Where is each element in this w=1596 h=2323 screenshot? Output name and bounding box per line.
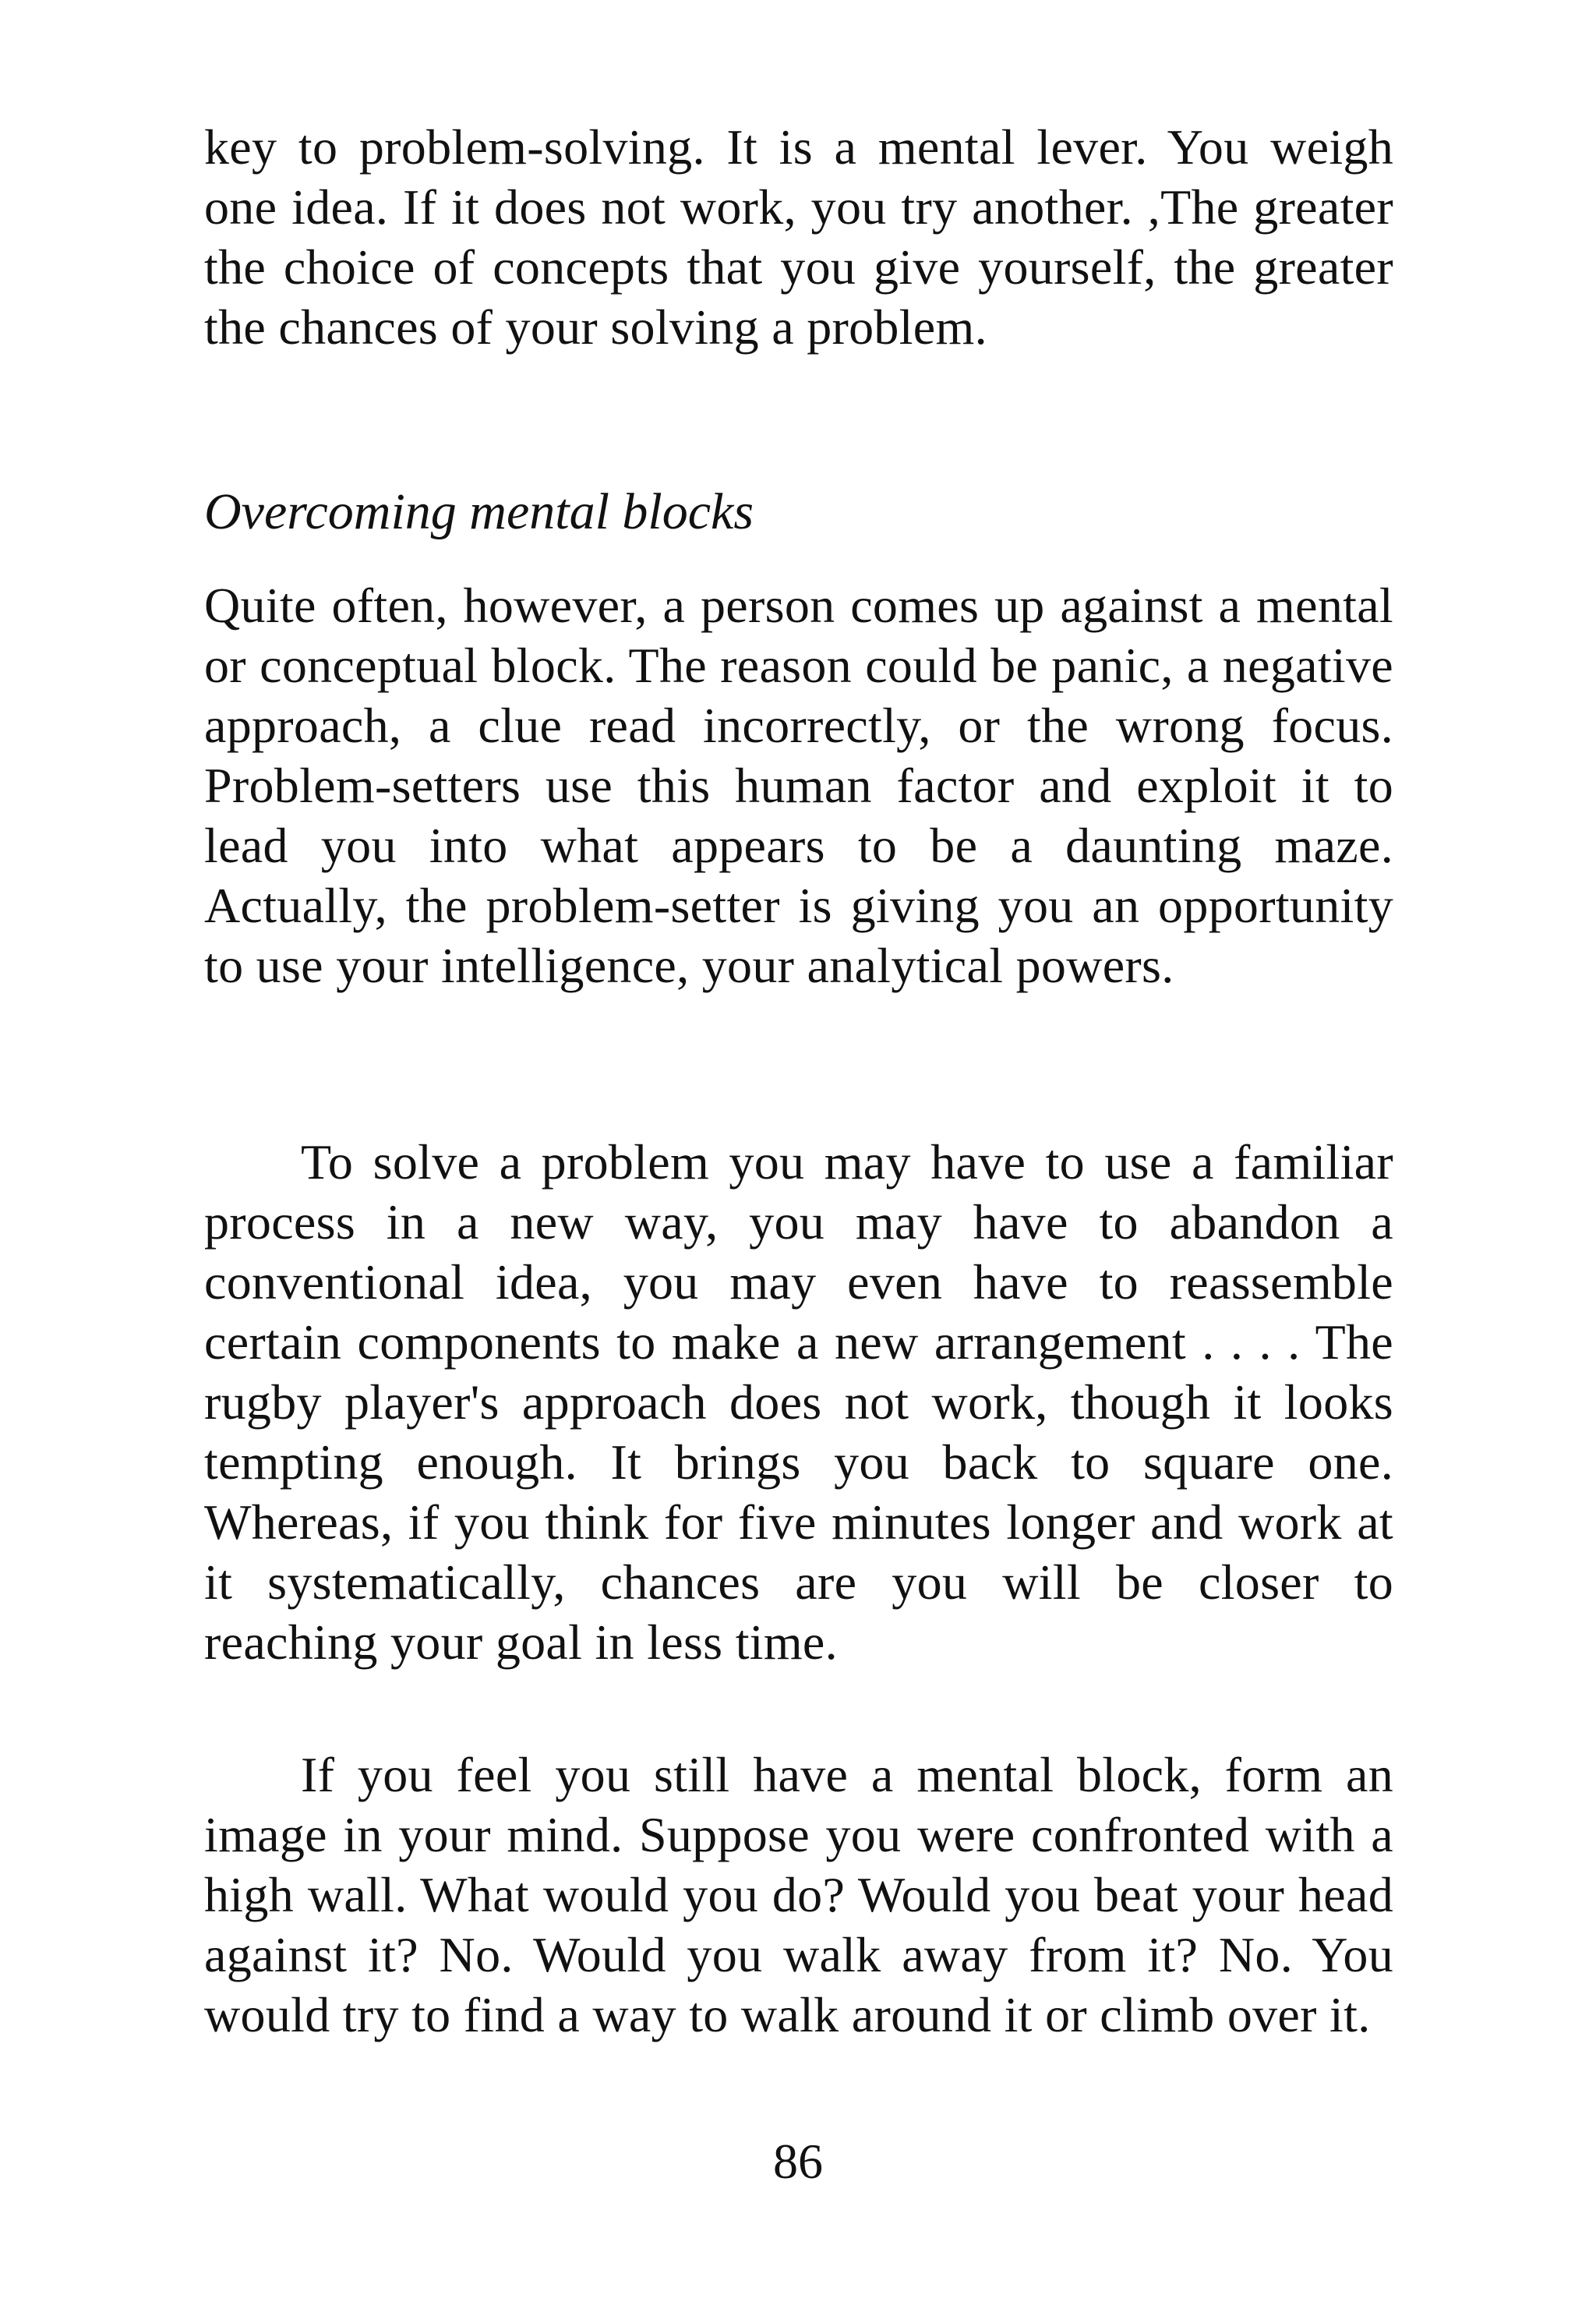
paragraph-1 <box>204 575 1393 995</box>
continued-paragraph <box>204 117 1393 357</box>
paragraph-1-text: Quite often, however, a person comes up against a mental or conceptual block. The reason could be panic, a negative approach, a clue read incorrectly, or the wrong focus. Problem-setters use this human factor and exploit it to lead you into what appears to be a daunting maze. Actually, the problem-setter is giving you an opportunity to use your intelligence, your analytical powers. <box>204 578 1393 993</box>
paragraph-2 <box>204 1132 1393 1672</box>
paragraph-3 <box>204 1745 1393 2045</box>
page-number: 86 <box>773 2134 823 2189</box>
continued-paragraph-text: key to problem-solving. It is a mental lever. You weigh one idea. If it does not work, you try another. ,The greater the choice of concepts that you give yourself, the greater the chances of your solving a problem. <box>204 119 1393 355</box>
paragraph-2-text: To solve a problem you may have to use a familiar process in a new way, you may have to abandon a conventional idea, you may even have to reassemble certain components to make a new arrangement . . . . The rugby player's approach does not work, though it looks tempting enough. It brings you back to square one. Whereas, if you think for five minutes longer and work at it systematically, chances are you will be closer to reaching your goal in less time. <box>204 1134 1393 1670</box>
section-heading: Overcoming mental blocks <box>204 483 754 540</box>
paragraph-3-text: If you feel you still have a mental block, form an image in your mind. Suppose you were confronted with a high wall. What would you do? Would you beat your head against it? No. Would you walk away from it? No. You would try to find a way to walk around it or climb over it. <box>204 1747 1393 2042</box>
